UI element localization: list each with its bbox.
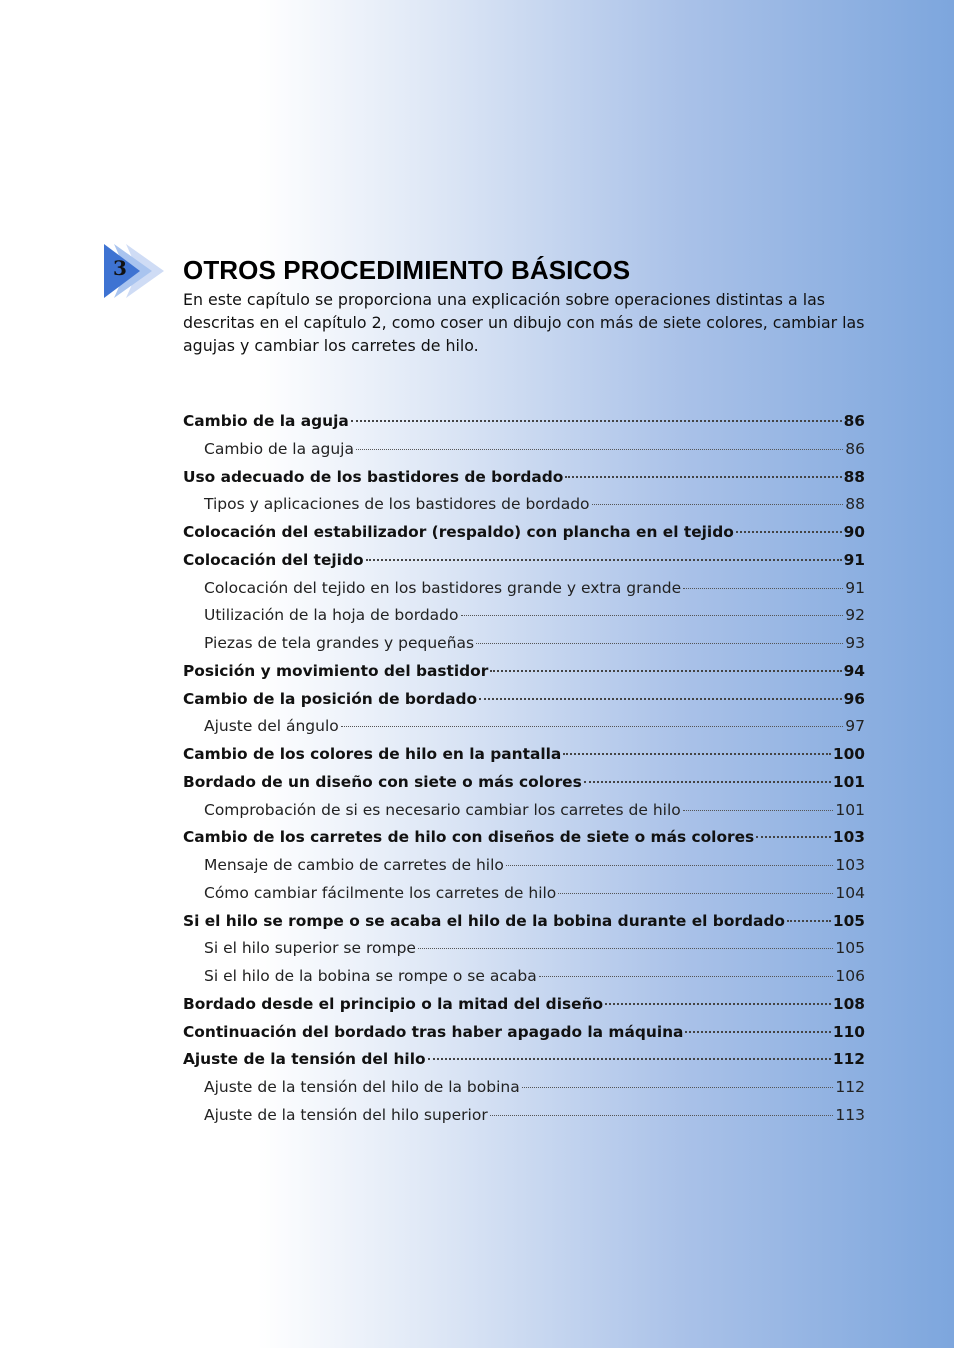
toc-entry-title: Ajuste de la tensión del hilo superior bbox=[204, 1105, 488, 1124]
toc-dot-leader bbox=[683, 794, 834, 811]
chapter-intro: En este capítulo se proporciona una explicación sobre operaciones distintas a las descritas en el capítulo 2, como coser un dibujo con más de siete colores, cambiar las agujas y cambiar los carretes de hilo. bbox=[183, 290, 865, 355]
toc-page-number: 101 bbox=[832, 772, 865, 791]
toc-section-entry[interactable] bbox=[183, 769, 865, 797]
toc-entry-title: Cambio de los carretes de hilo con diseños de siete o más colores bbox=[183, 828, 755, 847]
toc-dot-leader bbox=[787, 904, 831, 921]
toc-entry-title: Piezas de tela grandes y pequeñas bbox=[204, 634, 475, 652]
toc-entry-title: Uso adecuado de los bastidores de bordado bbox=[183, 467, 564, 486]
chapter-number: 3 bbox=[113, 256, 127, 280]
toc-page-number: 105 bbox=[835, 939, 865, 958]
toc-entry-title: Mensaje de cambio de carretes de hilo bbox=[204, 856, 504, 874]
toc-page-number: 96 bbox=[843, 689, 865, 708]
toc-entry-title: Si el hilo se rompe o se acaba el hilo de la bobina durante el bordado bbox=[183, 911, 785, 930]
toc-dot-leader bbox=[563, 738, 831, 755]
toc-entry-title: Posición y movimiento del bastidor bbox=[183, 661, 489, 680]
toc-dot-leader bbox=[565, 460, 841, 477]
table-of-contents bbox=[183, 408, 865, 1130]
toc-subsection-entry[interactable] bbox=[183, 852, 865, 880]
toc-entry-title: Colocación del estabilizador (respaldo) con plancha en el tejido bbox=[183, 523, 734, 541]
toc-dot-leader bbox=[685, 1015, 830, 1032]
toc-page-number: 105 bbox=[832, 911, 865, 930]
toc-page-number: 104 bbox=[835, 883, 865, 902]
toc-entry-title: Cambio de la posición de bordado bbox=[183, 689, 478, 708]
toc-entry-title: Ajuste de la tensión del hilo bbox=[183, 1050, 426, 1069]
toc-entry-title: Bordado desde el principio o la mitad del diseño bbox=[183, 994, 604, 1013]
toc-page-number: 113 bbox=[835, 1105, 865, 1124]
toc-page-number: 100 bbox=[832, 745, 865, 763]
toc-entry-title: Cambio de la aguja bbox=[183, 412, 349, 430]
toc-entry-title: Cambio de los colores de hilo en la pantalla bbox=[183, 745, 562, 763]
toc-entry-title: Colocación del tejido en los bastidores grande y extra grande bbox=[204, 578, 682, 597]
toc-dot-leader bbox=[461, 600, 844, 617]
toc-page-number: 103 bbox=[832, 828, 865, 847]
toc-dot-leader bbox=[592, 489, 844, 506]
toc-dot-leader bbox=[479, 682, 842, 699]
toc-dot-leader bbox=[539, 961, 834, 978]
toc-entry-title: Tipos y aplicaciones de los bastidores de bordado bbox=[204, 495, 590, 514]
toc-entry-title: Comprobación de si es necesario cambiar los carretes de hilo bbox=[204, 800, 681, 819]
toc-dot-leader bbox=[756, 821, 831, 838]
toc-entry-title: Continuación del bordado tras haber apagado la máquina bbox=[183, 1022, 684, 1041]
toc-section-entry[interactable] bbox=[183, 824, 865, 852]
toc-entry-title: Cambio de la aguja bbox=[204, 439, 354, 458]
toc-entry-title: Colocación del tejido bbox=[183, 550, 364, 569]
toc-section-entry[interactable] bbox=[183, 1046, 865, 1074]
toc-dot-leader bbox=[490, 1099, 834, 1116]
toc-page-number: 91 bbox=[843, 550, 865, 569]
toc-subsection-entry[interactable] bbox=[183, 575, 865, 603]
toc-entry-title: Bordado de un diseño con siete o más colores bbox=[183, 772, 582, 791]
toc-page-number: 97 bbox=[845, 717, 865, 736]
toc-subsection-entry[interactable] bbox=[183, 880, 865, 908]
toc-entry-title: Si el hilo de la bobina se rompe o se acaba bbox=[204, 967, 537, 985]
toc-page-number: 101 bbox=[835, 800, 865, 819]
toc-entry-title: Si el hilo superior se rompe bbox=[204, 939, 416, 958]
toc-page-number: 112 bbox=[835, 1078, 865, 1096]
toc-page-number: 92 bbox=[845, 606, 865, 625]
toc-dot-leader bbox=[605, 987, 831, 1004]
toc-subsection-entry[interactable] bbox=[183, 602, 865, 630]
toc-section-entry[interactable] bbox=[183, 547, 865, 575]
toc-page-number: 108 bbox=[832, 994, 865, 1013]
toc-page-number: 112 bbox=[832, 1050, 865, 1069]
toc-dot-leader bbox=[476, 628, 843, 645]
toc-page-number: 86 bbox=[845, 439, 865, 458]
toc-page-number: 106 bbox=[835, 967, 865, 985]
toc-subsection-entry[interactable] bbox=[183, 935, 865, 963]
toc-subsection-entry[interactable] bbox=[183, 1074, 865, 1102]
toc-dot-leader bbox=[683, 572, 843, 589]
toc-page-number: 88 bbox=[843, 467, 865, 486]
toc-page-number: 88 bbox=[845, 495, 865, 514]
toc-dot-leader bbox=[584, 765, 831, 782]
toc-page-number: 103 bbox=[835, 856, 865, 874]
toc-page-number: 86 bbox=[843, 412, 865, 430]
toc-dot-leader bbox=[490, 654, 841, 671]
toc-page-number: 93 bbox=[845, 634, 865, 652]
toc-section-entry[interactable] bbox=[183, 908, 865, 936]
toc-dot-leader bbox=[418, 933, 833, 950]
toc-subsection-entry[interactable] bbox=[183, 1102, 865, 1130]
toc-page-number: 91 bbox=[845, 578, 865, 597]
toc-entry-title: Ajuste de la tensión del hilo de la bobina bbox=[204, 1078, 520, 1096]
toc-section-entry[interactable] bbox=[183, 408, 865, 436]
toc-entry-title: Cómo cambiar fácilmente los carretes de hilo bbox=[204, 883, 557, 902]
toc-dot-leader bbox=[428, 1043, 831, 1060]
toc-page-number: 90 bbox=[843, 523, 865, 541]
toc-dot-leader bbox=[506, 850, 834, 867]
toc-section-entry[interactable] bbox=[183, 464, 865, 492]
toc-dot-leader bbox=[351, 405, 842, 422]
toc-dot-leader bbox=[522, 1072, 834, 1089]
chapter-title: OTROS PROCEDIMIENTO BÁSICOS bbox=[183, 255, 631, 285]
toc-dot-leader bbox=[341, 711, 844, 728]
toc-dot-leader bbox=[366, 543, 842, 560]
toc-page-number: 94 bbox=[843, 661, 865, 680]
toc-section-entry[interactable] bbox=[183, 686, 865, 714]
toc-dot-leader bbox=[736, 516, 842, 533]
toc-dot-leader bbox=[558, 877, 833, 894]
toc-page-number: 110 bbox=[832, 1022, 865, 1041]
toc-entry-title: Ajuste del ángulo bbox=[204, 717, 339, 736]
toc-dot-leader bbox=[356, 433, 843, 450]
toc-entry-title: Utilización de la hoja de bordado bbox=[204, 606, 459, 625]
